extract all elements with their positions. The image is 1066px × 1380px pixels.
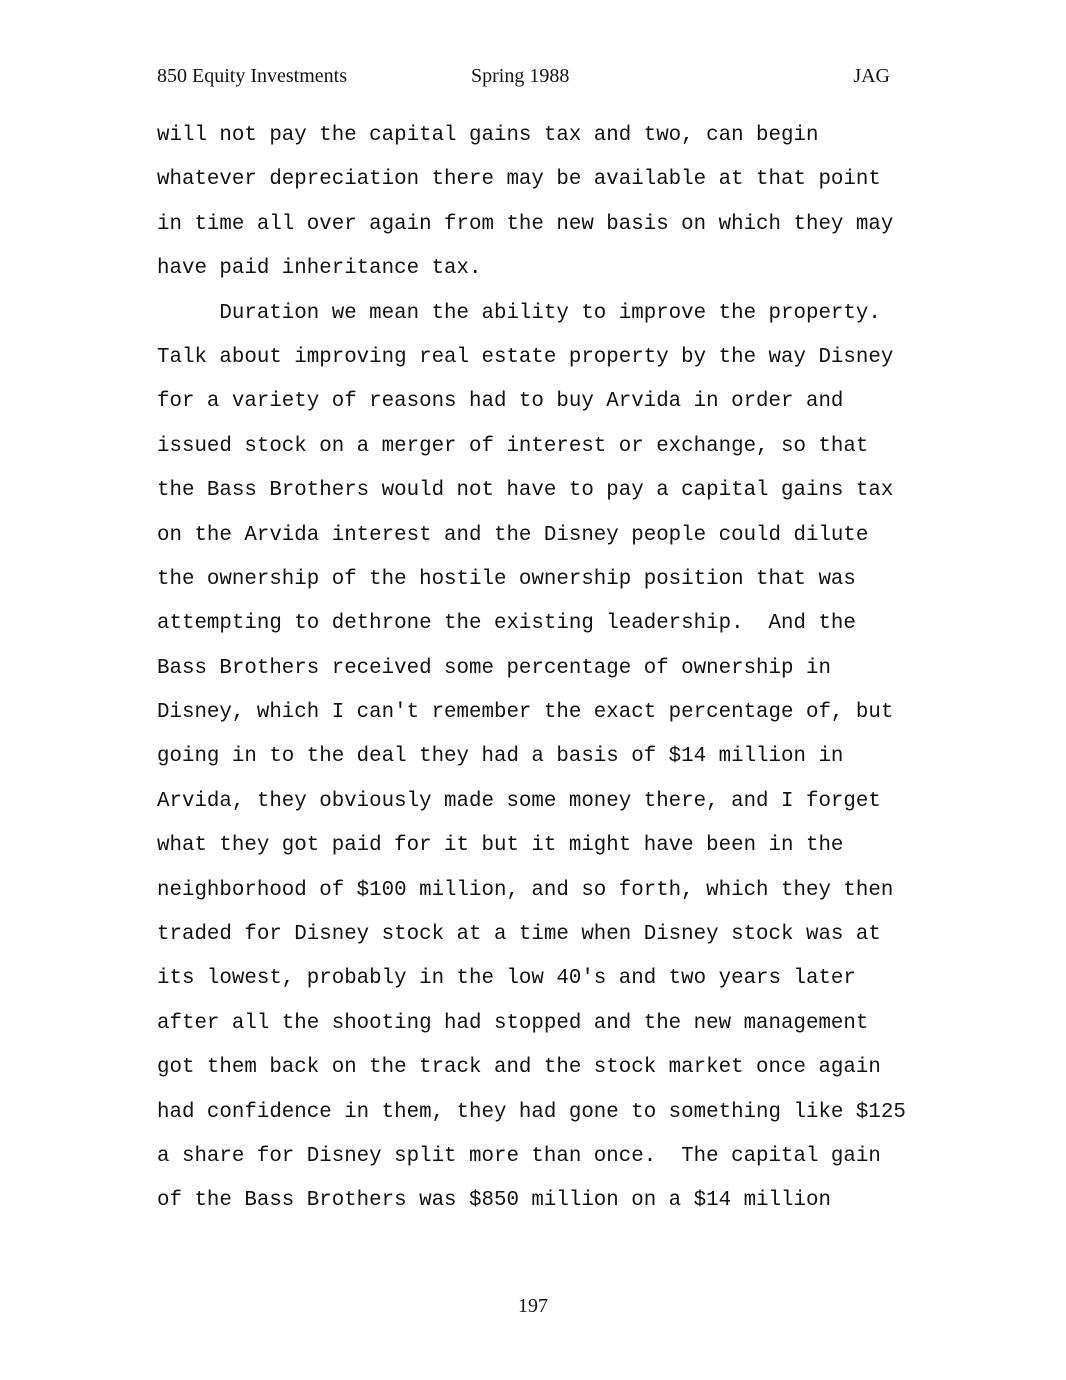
header-initials: JAG bbox=[853, 65, 890, 87]
text-line: will not pay the capital gains tax and two, can begin bbox=[157, 124, 819, 147]
page-number: 197 bbox=[518, 1295, 548, 1317]
text-line: Disney, which I can't remember the exact percentage of, but bbox=[157, 701, 894, 725]
text-line: Arvida, they obviously made some money there, and I forget bbox=[157, 789, 881, 813]
text-line: Bass Brothers received some percentage of ownership in bbox=[157, 656, 831, 680]
header-term: Spring 1988 bbox=[471, 65, 570, 87]
text-line: a share for Disney split more than once. The capital gain bbox=[157, 1144, 881, 1168]
text-line: after all the shooting had stopped and the new management bbox=[157, 1011, 869, 1035]
header-course-title: 850 Equity Investments bbox=[157, 65, 347, 87]
text-line: got them back on the track and the stock market once again bbox=[157, 1056, 881, 1080]
text-line: the ownership of the hostile ownership position that was bbox=[157, 567, 856, 591]
text-line: in time all over again from the new basis on which they may bbox=[157, 212, 894, 236]
text-line: the Bass Brothers would not have to pay a capital gains tax bbox=[157, 479, 894, 503]
text-line: have paid inheritance tax. bbox=[157, 257, 482, 281]
text-line: had confidence in them, they had gone to something like $125 bbox=[157, 1100, 906, 1124]
text-line: on the Arvida interest and the Disney people could dilute bbox=[157, 523, 869, 547]
text-line: its lowest, probably in the low 40's and two years later bbox=[157, 967, 856, 991]
text-line: whatever depreciation there may be available at that point bbox=[157, 168, 881, 192]
text-line: for a variety of reasons had to buy Arvida in order and bbox=[157, 390, 844, 414]
text-line: going in to the deal they had a basis of $14 million in bbox=[157, 745, 844, 769]
page-header bbox=[157, 62, 890, 90]
text-line: Duration we mean the ability to improve the property. bbox=[157, 301, 881, 325]
text-line: traded for Disney stock at a time when Disney stock was at bbox=[157, 923, 881, 947]
text-line: Talk about improving real estate property by the way Disney bbox=[157, 345, 894, 369]
text-line: issued stock on a merger of interest or exchange, so that bbox=[157, 434, 869, 458]
transcript-body bbox=[157, 118, 937, 1228]
text-line: of the Bass Brothers was $850 million on a $14 million bbox=[157, 1189, 831, 1213]
text-line: neighborhood of $100 million, and so forth, which they then bbox=[157, 878, 894, 902]
text-line: what they got paid for it but it might have been in the bbox=[157, 834, 844, 858]
text-line: attempting to dethrone the existing leadership. And the bbox=[157, 612, 856, 636]
